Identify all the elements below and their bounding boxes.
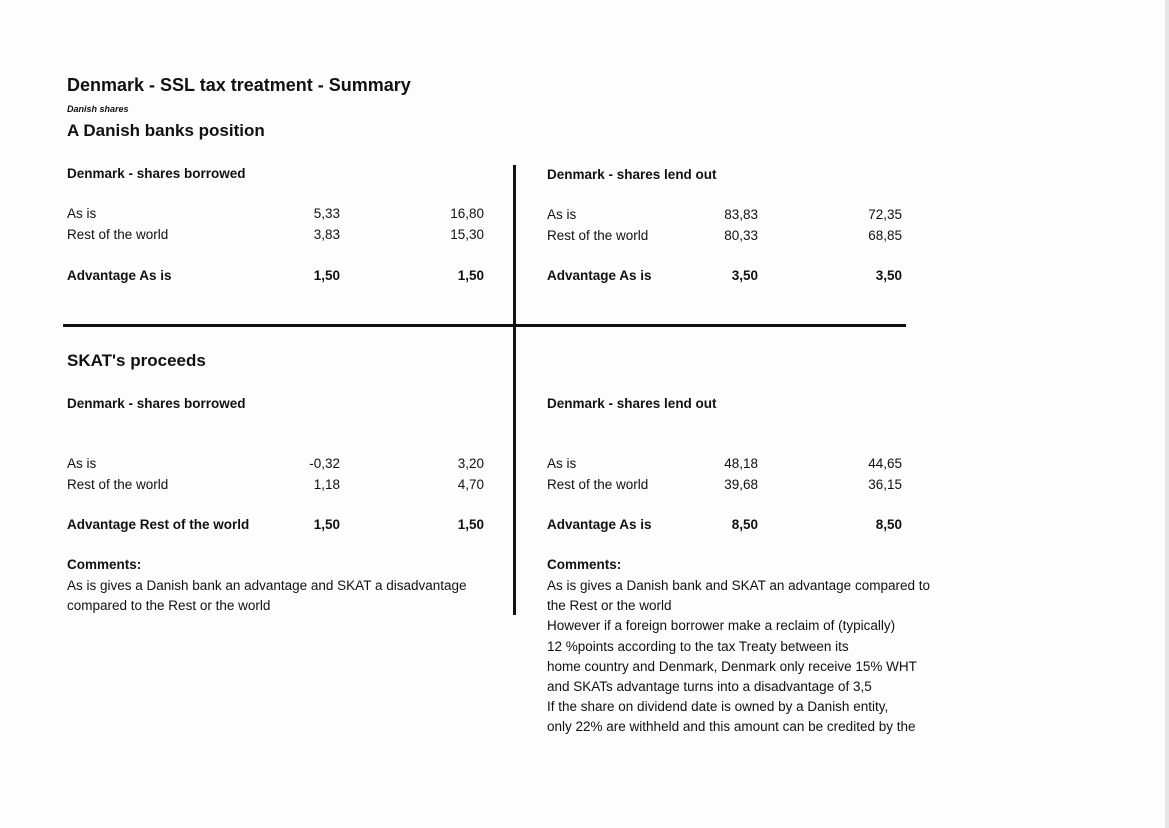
s1-right-row1-label: As is [547,207,577,222]
s1-left-row1-v1: 5,33 [313,206,340,221]
comment-line: the Rest or the world [547,598,672,614]
s2-right-row1-v2: 44,65 [868,456,902,471]
s2-left-comments-label: Comments: [67,557,142,572]
s2-left-row2-v2: 4,70 [457,477,484,492]
page-edge-shadow [1165,0,1169,828]
comment-line: 12 %points according to the tax Treaty between its [547,638,849,654]
comment-line: home country and Denmark, Denmark only receive 15% WHT [547,658,917,674]
s2-right-row1-v1: 48,18 [724,456,758,471]
s1-right-row2-v2: 68,85 [868,228,902,243]
s2-right-row1-label: As is [547,456,577,471]
s2-left-row2-v1: 1,18 [313,477,340,492]
s1-right-advantage-v1: 3,50 [731,268,758,283]
s1-right-heading: Denmark - shares lend out [547,167,717,182]
s2-left-advantage-v1: 1,50 [313,517,340,532]
s1-left-advantage-label: Advantage As is [67,268,172,283]
s1-right-advantage-label: Advantage As is [547,268,652,283]
comment-line: If the share on dividend date is owned by a Danish entity, [547,699,889,715]
s1-left-advantage-v1: 1,50 [313,268,340,283]
s2-left-advantage-label: Advantage Rest of the world [67,517,250,532]
s2-right-comments [547,576,930,738]
comment-line: As is gives a Danish bank an advantage and SKAT a disadvantage [67,578,467,593]
vertical-divider [513,165,516,615]
s2-right-comments-label: Comments: [547,557,622,572]
s2-right-advantage-v1: 8,50 [731,517,758,532]
comment-line: However if a foreign borrower make a reclaim of (typically) [547,618,896,634]
s2-right-advantage-label: Advantage As is [547,517,652,532]
s1-left-advantage-v2: 1,50 [457,268,484,283]
s2-right-row2-v1: 39,68 [724,477,758,492]
s2-right-row2-v2: 36,15 [868,477,902,492]
s1-left-row1-label: As is [67,206,97,221]
horizontal-divider [63,324,906,327]
s2-left-row2-label: Rest of the world [67,477,169,492]
s2-left-row1-v1: -0,32 [309,456,340,471]
s2-left-comments [67,576,467,616]
comment-line: and SKATs advantage turns into a disadvantage of 3,5 [547,679,872,695]
s2-left-advantage-v2: 1,50 [457,517,484,532]
section2-heading: SKAT's proceeds [67,351,206,370]
s2-left-heading: Denmark - shares borrowed [67,396,246,411]
s1-right-advantage-v2: 3,50 [875,268,902,283]
s1-right-row1-v1: 83,83 [724,207,758,222]
s1-right-row2-label: Rest of the world [547,228,649,243]
s2-right-advantage-v2: 8,50 [875,517,902,532]
s2-right-row2-label: Rest of the world [547,477,649,492]
s2-left-row1-v2: 3,20 [457,456,484,471]
s2-right-heading: Denmark - shares lend out [547,396,717,411]
s1-left-row1-v2: 16,80 [450,206,484,221]
document-title: Denmark - SSL tax treatment - Summary [67,75,411,95]
document-subtitle: Danish shares [67,104,129,114]
s1-left-row2-v1: 3,83 [313,227,340,242]
s1-right-row1-v2: 72,35 [868,207,902,222]
s2-left-row1-label: As is [67,456,97,471]
section1-heading: A Danish banks position [67,121,265,140]
comment-line: As is gives a Danish bank and SKAT an advantage compared to [547,578,930,593]
comment-line: compared to the Rest or the world [67,598,271,614]
comment-line: only 22% are withheld and this amount can be credited by the [547,719,916,735]
s1-left-row2-v2: 15,30 [450,227,484,242]
s1-right-row2-v1: 80,33 [724,228,758,243]
s1-left-row2-label: Rest of the world [67,227,169,242]
s1-left-heading: Denmark - shares borrowed [67,166,246,181]
